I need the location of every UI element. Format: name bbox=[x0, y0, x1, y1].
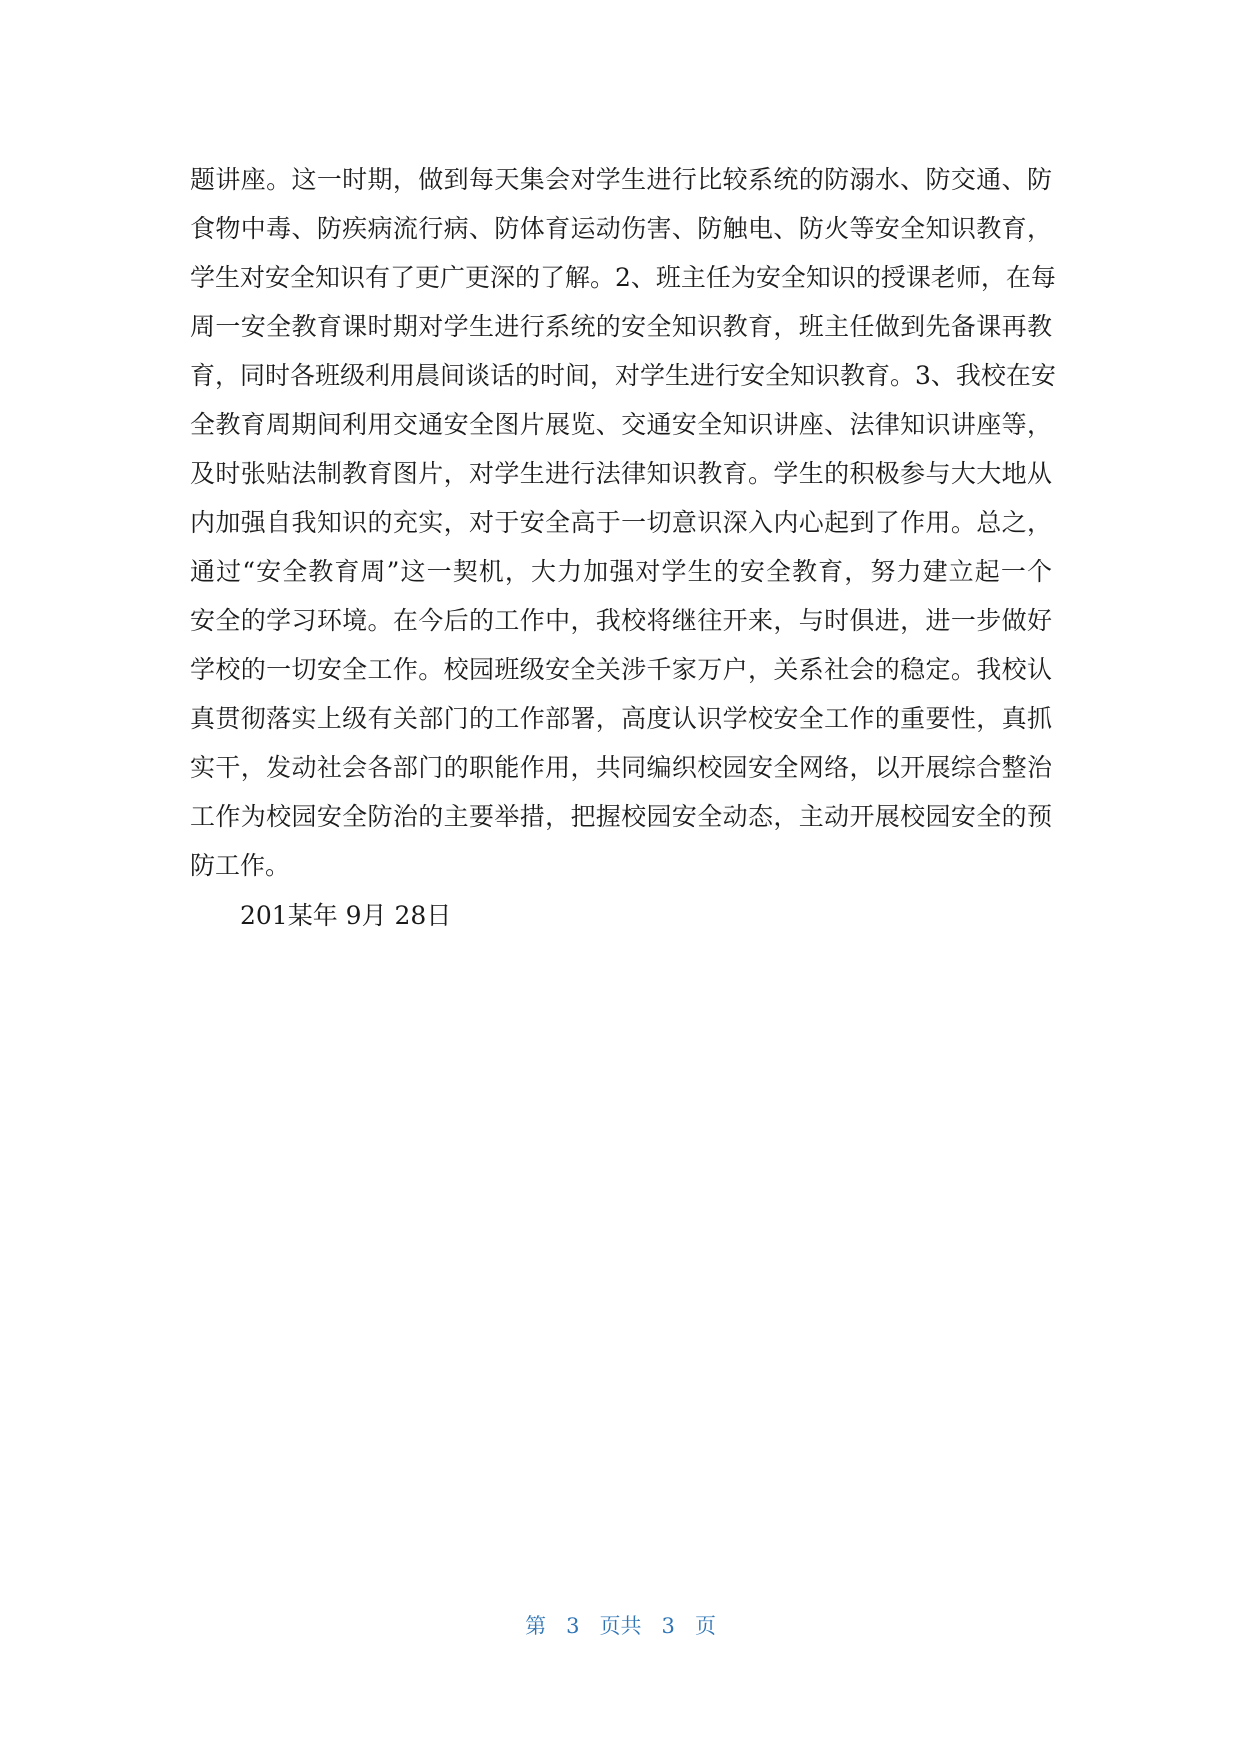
body-line-6: 全教育周期间利用交通安全图片展览、交通安全知识讲座、法律知识讲座等， bbox=[190, 410, 1052, 439]
body-line-9: 通过“安全教育周”这一契机，大力加强对学生的安全教育，努力建立起一个 bbox=[190, 557, 1052, 586]
footer-middle: 页共 bbox=[599, 1614, 642, 1638]
body-line-2: 食物中毒、防疾病流行病、防体育运动伤害、防触电、防火等安全知识教育， bbox=[190, 214, 1052, 243]
body-line-11: 学校的一切安全工作。校园班级安全关涉千家万户，关系社会的稳定。我校认 bbox=[190, 655, 1052, 684]
footer-suffix: 页 bbox=[694, 1614, 716, 1638]
document-date: 201某年 9月 28日 bbox=[240, 901, 452, 930]
body-line-12: 真贯彻落实上级有关部门的工作部署，高度认识学校安全工作的重要性，真抓 bbox=[190, 704, 1052, 733]
page-footer bbox=[0, 1611, 1241, 1641]
body-line-1: 题讲座。这一时期，做到每天集会对学生进行比较系统的防溺水、防交通、防 bbox=[190, 165, 1052, 194]
footer-prefix: 第 bbox=[525, 1614, 547, 1638]
body-line-5: 育，同时各班级利用晨间谈话的时间，对学生进行安全知识教育。3、我校在安 bbox=[190, 361, 1056, 390]
body-line-8: 内加强自我知识的充实，对于安全高于一切意识深入内心起到了作用。总之， bbox=[190, 508, 1052, 537]
body-line-14: 工作为校园安全防治的主要举措，把握校园安全动态，主动开展校园安全的预 bbox=[190, 802, 1052, 831]
footer-total-pages: 3 bbox=[661, 1614, 675, 1638]
footer-current-page: 3 bbox=[566, 1614, 580, 1638]
body-line-15: 防工作。 bbox=[190, 851, 291, 880]
body-line-13: 实干，发动社会各部门的职能作用，共同编织校园安全网络，以开展综合整治 bbox=[190, 753, 1052, 782]
body-line-7: 及时张贴法制教育图片，对学生进行法律知识教育。学生的积极参与大大地从 bbox=[190, 459, 1052, 488]
body-line-10: 安全的学习环境。在今后的工作中，我校将继往开来，与时俱进，进一步做好 bbox=[190, 606, 1052, 635]
body-line-4: 周一安全教育课时期对学生进行系统的安全知识教育，班主任做到先备课再教 bbox=[190, 312, 1052, 341]
body-line-3: 学生对安全知识有了更广更深的了解。2、班主任为安全知识的授课老师，在每 bbox=[190, 263, 1056, 292]
body-paragraph bbox=[190, 155, 1056, 890]
